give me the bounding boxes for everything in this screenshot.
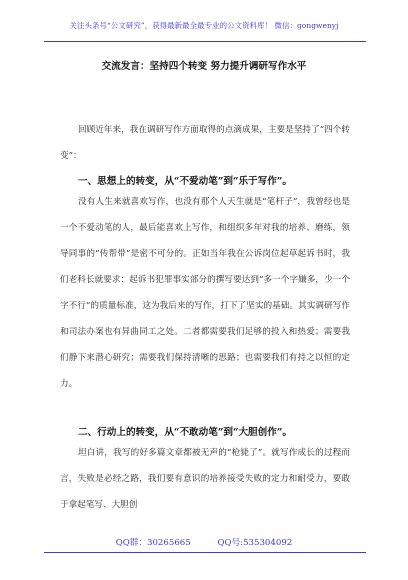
section-1-heading: 一、思想上的转变，从“不爱动笔”到“乐于写作”。	[78, 176, 292, 187]
footer-qq-group: QQ群：30265665	[115, 538, 191, 548]
section-2-body: 坦白讲，我写的好多篇文章都被无声的“枪毙了”。就写作成长的过程而言，失败是必经之路，我们要有意识的培养接受失败的定力和耐受力，要敢于拿起笔写、大胆创	[60, 448, 350, 510]
footer-contacts	[0, 536, 408, 548]
footer-qq-number: QQ号:535304092	[217, 538, 293, 548]
footer-divider	[44, 552, 366, 553]
section-1-body: 没有人生来就喜欢写作，也没有那个人天生就是“笔杆子”，我曾经也是一个不爱动笔的人，最后能喜欢上写作，和组织多年对我的培养、磨练，领导同事的“传帮带”是密不可分的。正如当年我在公诉岗位起草起诉书时，我们老科长就要求：起诉书犯罪事实部分的撰写要达到“多一个字嫌多，少一个字不行”的质量标准，这为我后来的写作，打下了坚实的基础。其实调研写作和司法办案也有异曲同工之处。二者都需要我们足够的投入和热爱；需要我们静下来潜心研究；需要我们保持清晰的思路；也需要我们有持之以恒的定力。	[60, 197, 350, 389]
section-2-heading: 二、行动上的转变，从“不敢动笔”到“大胆创作”。	[78, 427, 292, 438]
intro-paragraph: 回顾近年来，我在调研写作方面取得的点滴成果，主要是坚持了“四个转变”：	[60, 125, 350, 161]
header-notice: 关注头条号“公文研究”，获得最新最全最专业的公文资料库！ 微信：gongwenyj	[69, 21, 339, 30]
header-divider	[44, 41, 366, 42]
document-title: 交流发言：坚持四个转变 努力提升调研写作水平	[101, 61, 307, 72]
